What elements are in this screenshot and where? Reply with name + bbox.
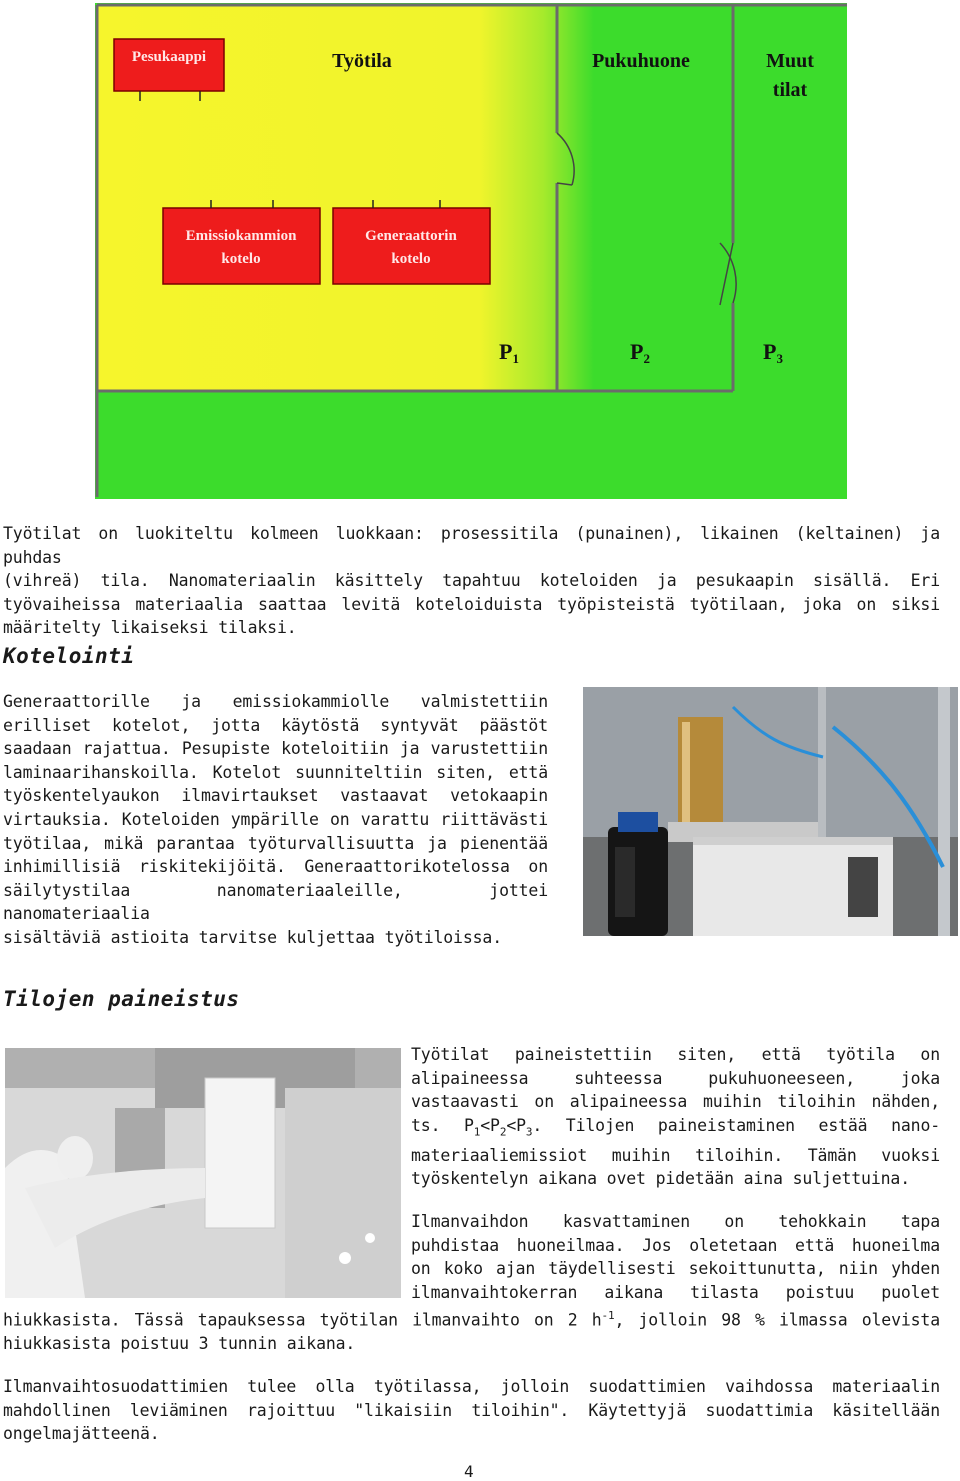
label-muut: Muut — [766, 50, 814, 72]
text-line: materiaaliemissiot muihin tiloihin. Tämän vuoksi — [411, 1145, 940, 1165]
text-line: hiukkasista. Tässä tapauksessa työtilan ilmanvaihto on 2 $h^{-1}$, jolloin 98 % ilmassa olevista — [3, 1309, 940, 1330]
text-line: alipaineessa suhteessa pukuhuoneeseen, joka — [411, 1068, 940, 1088]
label-emission-1: Emissiokammion — [185, 228, 297, 244]
text-line: laminaarihanskoilla. Kotelot suunniteltiin siten, että — [3, 762, 548, 782]
label-p3: P3 — [763, 339, 783, 366]
page-number: 4 — [464, 1462, 474, 1481]
text-line: (vihreä) tila. Nanomateriaalin käsittely tapahtuu koteloiden ja pesukaapin sisällä. Eri — [3, 571, 940, 591]
label-generator-1: Generaattorin — [365, 228, 457, 244]
text-line: Generaattorille ja emissiokammiolle valmistettiin — [3, 692, 548, 711]
text-line: erilliset kotelot, jotta käytöstä syntyvät päästöt — [3, 715, 548, 735]
text-line: Ilmanvaihtosuodattimien tulee olla työtilassa, jolloin suodattimien vaihdossa materiaalin — [3, 1377, 940, 1396]
text-line: työtilaa, mikä parantaa työturvallisuutta ja pienentää — [3, 833, 548, 853]
heading-tilojen-paineistus: Tilojen paineistus — [3, 987, 240, 1011]
text-line: säilytystilaa nanomateriaaleille, jottei nanomateriaalia — [3, 880, 548, 924]
paineistus-paragraph-2 — [411, 1210, 940, 1304]
text-line: ongelmajätteenä. — [3, 1424, 160, 1444]
text-line: Työtilat on luokiteltu kolmeen luokkaan: prosessitila (punainen), likainen (keltainen) ja puhdas — [3, 524, 940, 567]
text-line: saadaan rajattua. Pesupiste koteloitiin ja varustettiin — [3, 739, 548, 759]
floor-plan-diagram — [95, 3, 847, 499]
text-line: työvaiheissa materiaalia saattaa levitä koteloiduista työpisteistä työtilaan, joka on siksi — [3, 594, 940, 614]
lab-equipment-photo — [583, 687, 958, 936]
label-p1: P1 — [499, 339, 519, 366]
text-line: virtauksia. Koteloiden ympärille on varattu riittävästi — [3, 809, 548, 829]
text-line: hiukkasista poistuu 3 tunnin aikana. — [3, 1334, 356, 1354]
text-line: mahdollinen leviäminen rajoittuu "likaisiin tiloihin". Käytettyjä suodattimia käsitellään — [3, 1400, 940, 1420]
text-line: sisältäviä astioita tarvitse kuljettaa työtiloissa. — [3, 927, 502, 947]
intro-paragraph — [3, 522, 940, 640]
text-line: on koko ajan täydellisesti sekoittunutta, niin yhden — [411, 1259, 940, 1279]
text-line: työskentelyn aikana ovet pidetään aina suljettuina. — [411, 1169, 910, 1189]
text-line: ts. $P_1<P_2<P_3$. Tilojen paineistaminen estää nano- — [411, 1115, 941, 1139]
text-line: Ilmanvaihdon kasvattaminen on tehokkain tapa — [411, 1212, 940, 1231]
label-pukuhuone: Pukuhuone — [592, 50, 690, 72]
heading-kotelointi: Kotelointi — [3, 644, 135, 668]
text-line: puhdistaa huoneilmaa. Jos oletetaan että huoneilma — [411, 1235, 940, 1255]
label-generator-2: kotelo — [391, 251, 431, 267]
label-pesukaappi: Pesukaappi — [131, 49, 207, 65]
label-p2: P2 — [630, 339, 650, 366]
paineistus-paragraph-1 — [411, 1043, 940, 1191]
kotelointi-paragraph — [3, 690, 548, 950]
text-line: työskentelyaukon ilmavirtaukset vastaavat vetokaapin — [3, 786, 548, 806]
label-tyotila: Työtila — [332, 50, 392, 72]
label-tilat: tilat — [772, 79, 808, 101]
text-line: määritelty likaiseksi tilaksi. — [3, 618, 297, 638]
label-emission-2: kotelo — [221, 251, 261, 267]
suodattimet-paragraph — [3, 1375, 940, 1446]
text-line: ilmanvaihtokerran aikana tilasta poistuu puolet — [411, 1282, 940, 1302]
worker-photo — [5, 1048, 401, 1298]
text-line: Työtilat paineistettiin siten, että työtila on — [411, 1045, 940, 1064]
text-line: inhimillisiä riskitekijöitä. Generaattorikotelossa on — [3, 857, 548, 877]
paineistus-paragraph-2-cont — [3, 1304, 940, 1356]
text-line: vastaavasti on alipaineessa muihin tiloihin nähden, — [411, 1092, 940, 1112]
